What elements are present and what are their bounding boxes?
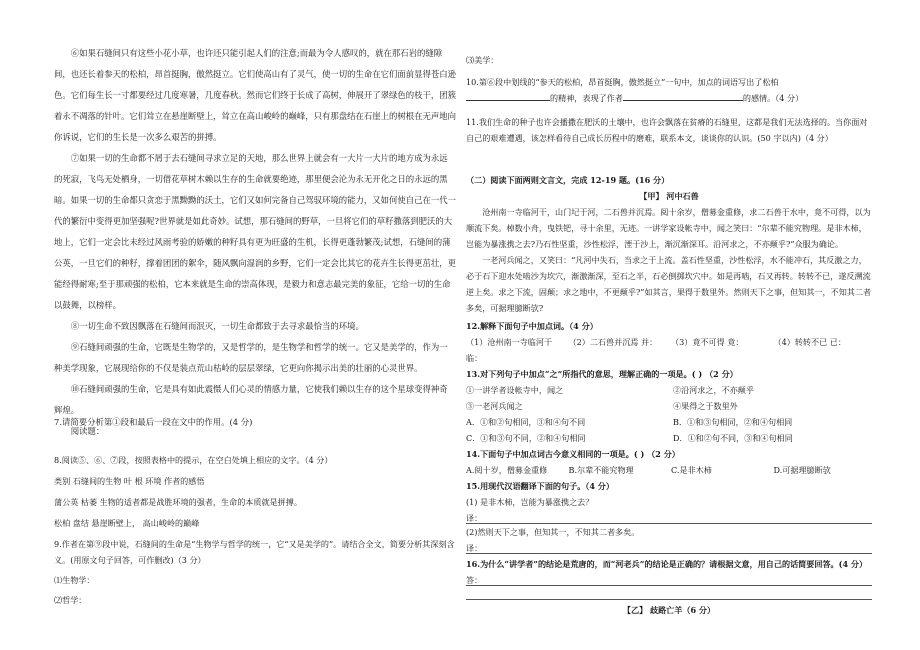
paragraph-7: ⑦如果一切的生命都不屑于去石缝间寻求立足的天地，那么世界上就会有一大片一大片的地方成为永远的死寂，飞鸟无处栖身，一切借花草树木赖以生存的生命就要绝迹，那里便会沦为永无开化之日的永远的黑暗。如果一切的生命都只贪恋于黑黝黝的沃土，它们又如何完备自己驾驭环境的能力，又如何使自己在一代一代的繁衍中变得更加坚强呢?世界就是如此奇妙。试想，那石缝间的野草，一旦将它们的草籽撒落到肥沃的大地上，它们一定会比未经过风雨考验的娇嫩的种籽具有更为旺盛的生机，长得更蓬勃繁茂;试想，石缝间的蒲公英，一旦它们的种籽，撑着团团的絮伞，随风飘向湿润的乡野，它们一定会比其它的花卉生长得更茁壮，更能经得耐寒;至于那顽强的松柏，它本来就是生命的崇高体现，是毅力和意志最完美的象征，它给一切的生命以鼓舞，以榜样。 xyxy=(54,153,456,310)
question-16: 16.为什么“讲学者”的结论是荒唐的，而“河老兵”的结论是正确的？请根据文意，用自己的话简要回答。(4 分） xyxy=(466,559,868,569)
question-10-end: 的感情。（4 分） xyxy=(742,93,804,103)
reading-questions-heading: 阅读题： xyxy=(70,426,105,436)
yi-title: 【乙】 歧路亡羊（6 分） xyxy=(622,605,716,615)
q14-choice-b[interactable]: B.尔辈不能究物理 xyxy=(568,465,634,475)
q15-answer-line-2[interactable] xyxy=(466,540,872,554)
q12-item-1: （1）沧州南一寺临河干 临： xyxy=(466,337,553,363)
paragraph-8: ⑧一切生命不致因飘落在石缝间而泯灭，一切生命都致于去寻求最恰当的环境。 xyxy=(70,321,364,331)
q9-part-1: ⑴生物学： xyxy=(54,575,95,585)
q14-choice-c[interactable]: C.是非木柿 xyxy=(671,465,712,475)
q13-choice-d[interactable]: D．①和②句不同，③和④句相同 xyxy=(673,433,793,443)
q16-answer-line-2[interactable] xyxy=(466,586,872,600)
q9-part-2: ⑵哲学： xyxy=(54,595,87,605)
q13-choice-a[interactable]: A．①和②句相同，③和④句不同 xyxy=(466,417,586,427)
jia-paragraph-1: 沧州南一寺临河干，山门圮于河，二石兽并沉焉。阅十余岁，僧募金重修，求二石兽于水中，竟不可得，以为顺流下矣。棹数小舟，曳铁钯，寻十余里，无迹。一讲学家设帐寺中，闻之笑曰：“尔辈不能究物理。是非木柿，岂能为暴涨携之去?乃石性坚重，沙性松浮，湮于沙上，渐沉渐深耳。沿河求之，不亦颠乎?”众服为确论。 xyxy=(466,207,871,249)
paragraph-9: ⑨石缝间顽强的生命，它既是生物学的，又是哲学的，是生物学和哲学的统一。它又是美学的，作为一种美学现象，它展现给你的不仅是装点荒山枯岭的层层翠绿，它更向你揭示出美的壮丽的心灵世界。 xyxy=(54,342,448,373)
q10-blank-1[interactable] xyxy=(466,91,550,101)
question-11: 11.我们生命的种子也许会播撒在肥沃的土壤中，也许会飘落在贫瘠的石缝里，这都是我们无法选择的。当你面对自己的艰难遭遇，该怎样看待自己成长历程中的磨难，联系本文，谈谈你的认识。(50 字以内)（4 分） xyxy=(466,117,868,143)
question-13: 13.对下列句子中加点“之”所指代的意思，理解正确的一项是。( ) （2 分） xyxy=(466,369,738,379)
question-14: 14.下面句子中加点词古今意义相同的一项是。( ) （2 分） xyxy=(466,449,680,459)
q16-answer-line-1[interactable] xyxy=(466,572,872,586)
q8-table-row-1: 蒲公英 枯萎 生物的适者都是战胜环境的强者，生命的本质就是拼搏。 xyxy=(54,497,302,507)
q10-blank-2[interactable] xyxy=(623,91,743,101)
question-8: 8.阅读⑤、⑥、⑦段，按照表格中的提示，在空白处填上相应的文字。（4 分） xyxy=(54,455,333,465)
section-2-heading: （二）阅读下面两则文言文，完成 12-19 题。(16 分） xyxy=(466,175,670,185)
q13-sentences xyxy=(466,382,872,414)
paragraph-10: ⑩石缝间顽强的生命，它是具有如此震慑人们心灵的情感力量，它使我们赖以生存的这个星球变得神奇辉煌。 xyxy=(54,384,448,415)
jia-title: 【甲】 河中石兽 xyxy=(639,191,699,201)
q14-choices xyxy=(466,462,872,478)
question-15: 15.用现代汉语翻译下面的句子。（4 分） xyxy=(466,481,614,491)
jia-paragraph-2: 一老河兵闻之，又笑曰：“凡河中失石，当求之于上流。盖石性坚重，沙性松浮，水不能冲石，其反激之力，必于石下迎水处啮沙为坎穴，渐激渐深，至石之半，石必倒掷坎穴中。如是再啮，石又再转。转转不已，遂反溯流逆上矣。求之下流，固颠；求之地中，不更颠乎?”如其言，果得于数里外。然则天下之事，但知其一，不知其二者多矣，可据理臆断欤? xyxy=(466,255,872,313)
q15-answer-label-2: 译： xyxy=(466,543,483,553)
question-12: 12.解释下面句子中加点词。（4 分） xyxy=(466,321,598,331)
q14-choice-a[interactable]: A.阅十岁，僧募金重修 xyxy=(466,465,548,475)
q8-table-header: 类别 石缝间的生物 叶 根 环境 作者的感悟 xyxy=(54,476,205,486)
q8-table-row-2: 松柏 盘结 悬崖断壁上， 高山峻岭的巅峰 xyxy=(54,518,200,528)
question-10 xyxy=(466,74,872,106)
q15-answer-label-1: 译： xyxy=(466,513,483,523)
q15-sentence-2: (2)然则天下之事，但知其一，不知其二者多矣。 xyxy=(466,527,640,537)
q12-items xyxy=(466,334,872,366)
question-9: 9.作者在第⑨段中说，石缝间的生命是“生物学与哲学的统一，它“又是美学的”。请结合全文，简要分析其深刻含义。(用原文句子回答，可作删改)（3 分） xyxy=(54,539,455,565)
q13-choice-c[interactable]: C．①和③句不同，②和④句相同 xyxy=(466,433,586,443)
q12-item-3: （3）竟不可得 竟： xyxy=(671,337,744,347)
q13-sentence-1: ①一讲学者设帐寺中，闻之 xyxy=(466,385,564,395)
q13-choices xyxy=(466,414,872,446)
q15-sentence-1: (1) 是非木柿，岂能为暴涨携之去？ xyxy=(466,497,594,507)
question-10-text: 10.第⑥段中划线的“参天的松柏，昂首挺胸，傲然挺立”一句中，加点的词语写出了松柏 xyxy=(466,77,779,87)
q9-part-3: ⑶美学： xyxy=(466,55,499,65)
q13-choice-b[interactable]: B．①和③句相同，②和④句相同 xyxy=(673,417,793,427)
q13-sentence-4: ④果得之于数里外 xyxy=(673,401,738,411)
q13-sentence-3: ③一老河兵闻之 xyxy=(466,401,523,411)
question-10-mid: 的精神，表现了作者 xyxy=(550,93,623,103)
paragraph-6: ⑥如果石缝间只有这些小花小草，也许还只能引起人们的注意;而最为令人感叹的，就在那石岩的缝隙间，也还长着参天的松柏，昂首挺胸，傲然挺立。它们使高山有了灵气，使一切的生命在它们面前显得苍白逊色。它们每生长一寸都要经过几度寒暑，几度春秋。然而它们终于长成了高树，伸展开了翠绿色的枝干，团簇着永不凋落的针叶。它们耸立在悬崖断壁上，耸立在高山峻岭的巅峰，只有那盘结在石崖上的树根在无声地向你诉说，它们的生长是一次多么艰苦的拼搏。 xyxy=(54,48,456,142)
question-7: 7.请简要分析第①段和最后一段在文中的作用。(4 分) xyxy=(54,417,253,427)
q14-choice-d[interactable]: D.可据理臆断欤 xyxy=(773,465,831,475)
q12-item-2: （2）二石兽并沉焉 并： xyxy=(568,337,658,347)
q15-answer-line-1[interactable] xyxy=(466,510,872,524)
q16-answer-label: 答： xyxy=(466,575,483,585)
q13-sentence-2: ②沿河求之，不亦颠乎 xyxy=(673,385,754,395)
q12-item-4: （4）转转不已 已： xyxy=(773,337,846,347)
